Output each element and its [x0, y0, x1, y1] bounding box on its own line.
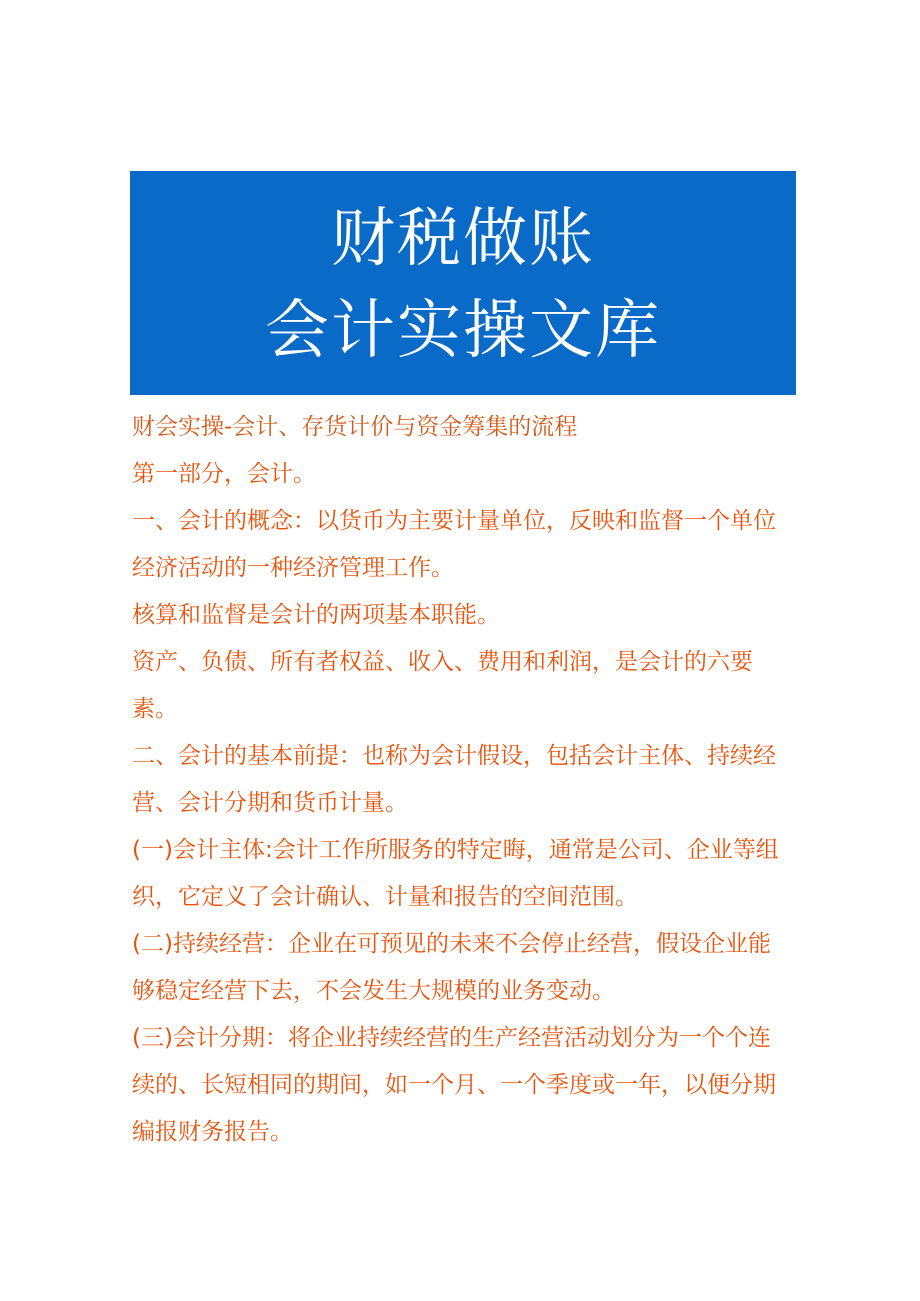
- paragraph-accounting-period: (三)会计分期：将企业持续经营的生产经营活动划分为一个个连续的、长短相同的期间，如一个月、一个季度或一年，以便分期编报财务报告。: [132, 1025, 776, 1145]
- banner-title-line2: 会计实操文库: [265, 294, 661, 368]
- paragraph-concept: 一、会计的概念：以货币为主要计量单位，反映和监督一个单位经济活动的一种经济管理工作。: [132, 508, 776, 581]
- paragraph-basic-premises: 二、会计的基本前提：也称为会计假设，包括会计主体、持续经营、会计分期和货币计量。: [132, 743, 776, 816]
- article-body: [132, 404, 792, 1156]
- paragraph-accounting-entity: (一)会计主体:会计工作所服务的特定晦，通常是公司、企业等组织，它定义了会计确认、计量和报告的空间范围。: [132, 837, 779, 910]
- article-subtitle: 财会实操-会计、存货计价与资金筹集的流程: [132, 414, 578, 440]
- banner-title-line1: 财税做账: [331, 202, 595, 276]
- paragraph-six-elements: 资产、负债、所有者权益、收入、费用和利润，是会计的六要素。: [132, 649, 753, 722]
- paragraph-part-one: 第一部分，会计。: [132, 461, 316, 487]
- paragraph-going-concern: (二)持续经营：企业在可预见的未来不会停止经营，假设企业能够稳定经营下去，不会发生大规模的业务变动。: [132, 931, 771, 1004]
- title-banner: [130, 171, 796, 395]
- paragraph-functions: 核算和监督是会计的两项基本职能。: [132, 602, 500, 628]
